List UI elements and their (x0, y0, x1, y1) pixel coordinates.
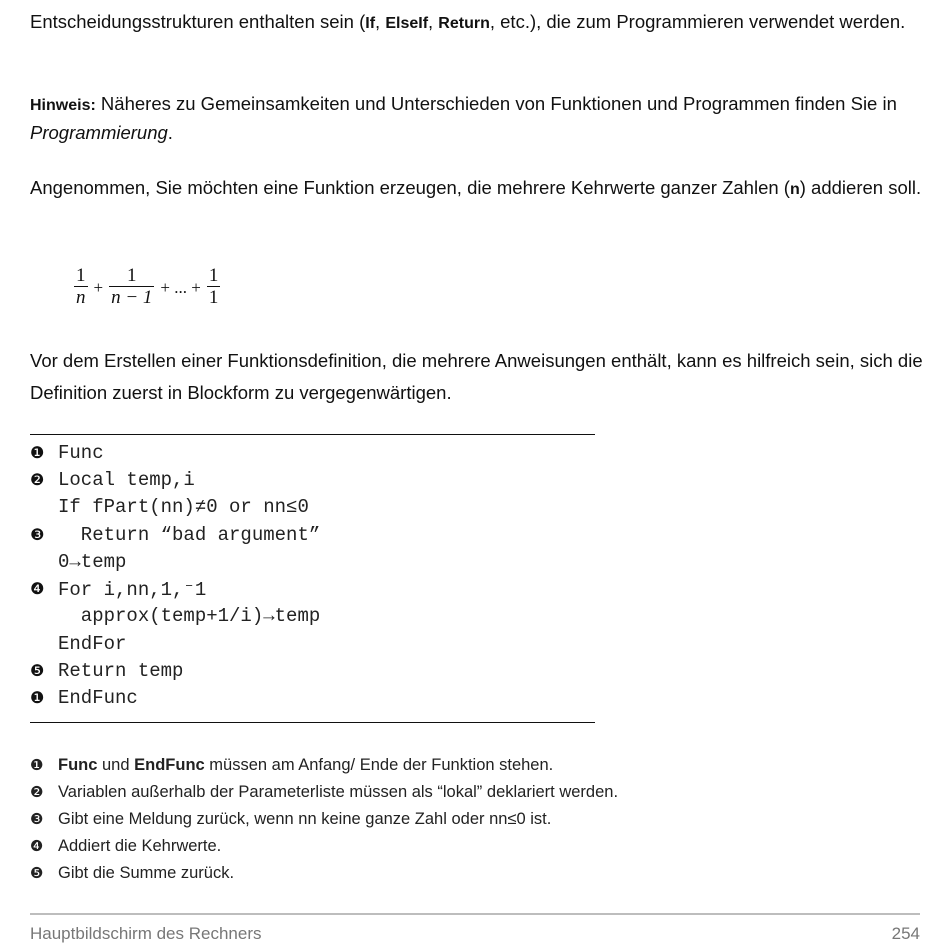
assumption-text-start: Angenommen, Sie möchten eine Funktion erzeugen, die mehrere Kehrwerte ganzer Zahlen ( (30, 177, 790, 198)
note-paragraph (30, 90, 930, 146)
footer-section-title: Hauptbildschirm des Rechners (30, 924, 262, 943)
keyword-return: Return (438, 15, 490, 32)
variable-n: n (789, 181, 800, 198)
annotation-text (58, 756, 553, 775)
annotation-text: Gibt die Summe zurück. (58, 864, 235, 882)
footer-divider (30, 913, 920, 915)
reciprocal-sum-formula (72, 266, 222, 309)
assumption-text-end: ) addieren soll. (799, 177, 922, 198)
code-line (30, 630, 320, 657)
annotation-item (30, 860, 618, 887)
fraction-1-over-n-minus-1 (109, 266, 154, 309)
ellipsis-operator: + ... + (160, 277, 201, 297)
annotation-item (30, 806, 618, 833)
intro-separator: , (428, 11, 439, 32)
code-marker-icon: ❹ (30, 579, 45, 599)
fraction-1-over-1 (207, 266, 221, 309)
fraction-denominator: 1 (208, 287, 219, 308)
fraction-1-over-n (74, 266, 88, 309)
code-line (30, 685, 320, 712)
keyword-if: If (365, 15, 376, 32)
code-bottom-rule (30, 722, 595, 723)
annotation-text: Addiert die Kehrwerte. (58, 837, 222, 855)
annotation-item (30, 833, 618, 860)
page-number: 254 (891, 924, 920, 943)
marker-3-icon: ❸ (30, 810, 44, 828)
code-line (30, 494, 320, 521)
code-line (30, 657, 320, 684)
fraction-numerator: 1 (127, 265, 137, 286)
note-label: Hinweis: (30, 97, 96, 114)
plus-operator: + (93, 277, 104, 297)
annotation-list (30, 752, 618, 887)
intro-separator: , (375, 11, 386, 32)
assumption-paragraph (30, 174, 930, 203)
annotation-text: Variablen außerhalb der Parameterliste müssen als “lokal” deklariert werden. (58, 783, 619, 801)
marker-5-icon: ❺ (30, 864, 44, 882)
keyword-func: Func (58, 756, 98, 774)
code-text: EndFor (58, 632, 127, 655)
annotation-item (30, 752, 618, 779)
code-text: For i,nn,1,⁻1 (58, 578, 207, 601)
code-text: Return “bad argument” (58, 523, 321, 546)
annotation-item (30, 779, 618, 806)
code-line (30, 521, 320, 548)
fraction-numerator: 1 (208, 265, 219, 286)
code-marker-icon: ❶ (30, 442, 45, 462)
intro-paragraph (30, 8, 930, 37)
code-line (30, 439, 320, 466)
note-end: . (167, 122, 173, 143)
fraction-denominator (109, 286, 154, 309)
marker-4-icon: ❹ (30, 837, 44, 855)
code-marker-icon: ❺ (30, 661, 45, 681)
code-line (30, 603, 320, 630)
code-marker-icon: ❶ (30, 688, 45, 708)
code-line (30, 548, 320, 575)
block-form-paragraph: Vor dem Erstellen einer Funktionsdefinition, die mehrere Anweisungen enthält, kann es hilfreich sein, sich die Definition zuerst in Blockform zu vergegenwärtigen. (30, 350, 923, 403)
code-text: Local temp,i (58, 468, 195, 491)
code-line (30, 575, 320, 602)
code-text: If fPart(nn)≠0 or nn≤0 (58, 496, 309, 519)
annotation-rest: müssen am Anfang/ Ende der Funktion stehen. (204, 756, 554, 774)
code-top-rule (30, 434, 595, 435)
marker-2-icon: ❷ (30, 783, 44, 801)
code-text: approx(temp+1/i)→temp (58, 605, 321, 628)
fraction-denominator: n (76, 287, 86, 308)
code-text: Func (58, 441, 104, 464)
note-text: Näheres zu Gemeinsamkeiten und Unterschieden von Funktionen und Programmen finden Sie in (95, 93, 897, 114)
code-line (30, 466, 320, 493)
fraction-numerator: 1 (76, 265, 86, 286)
code-block (30, 439, 320, 712)
keyword-elseif: ElseIf (385, 15, 429, 32)
code-marker-icon: ❸ (30, 524, 45, 544)
intro-text-end: , etc.), die zum Programmieren verwendet werden. (489, 11, 906, 32)
code-text: 0→temp (58, 550, 127, 573)
denominator-expression: n − 1 (111, 287, 153, 308)
intro-text-start: Entscheidungsstrukturen enthalten sein ( (30, 11, 366, 32)
marker-1-icon: ❶ (30, 756, 44, 774)
code-text: Return temp (58, 660, 184, 683)
code-marker-icon: ❷ (30, 469, 45, 489)
code-text: EndFunc (58, 687, 138, 710)
annotation-text: Gibt eine Meldung zurück, wenn nn keine ganze Zahl oder nn≤0 ist. (58, 810, 552, 828)
annotation-connector: und (97, 756, 135, 774)
keyword-endfunc: EndFunc (134, 756, 205, 774)
programmierung-reference: Programmierung (30, 122, 168, 143)
